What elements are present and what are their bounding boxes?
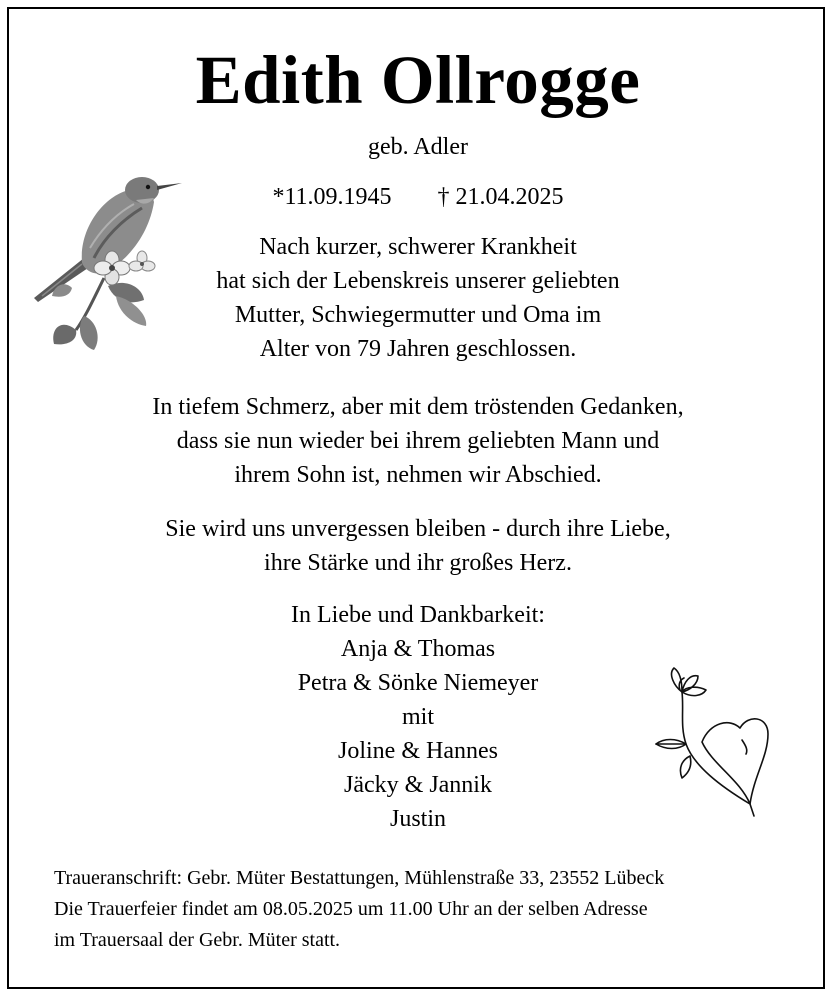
funeral-location-line: im Trauersaal der Gebr. Müter statt.	[54, 929, 341, 951]
funeral-date-line: Die Trauerfeier findet am 08.05.2025 um 11.00 Uhr an der selben Adresse	[54, 898, 648, 920]
mourning-address: Traueranschrift: Gebr. Müter Bestattungen, Mühlenstraße 33, 23552 Lübeck	[54, 867, 665, 889]
text-line: Alter von 79 Jahren geschlossen.	[259, 336, 577, 362]
paragraph-farewell	[0, 390, 836, 492]
signature-line: In Liebe und Dankbarkeit:	[291, 602, 545, 628]
signature-line: Jäcky & Jannik	[344, 772, 492, 798]
text-line: Nach kurzer, schwerer Krankheit	[259, 234, 577, 260]
signature-line: Joline & Hannes	[338, 738, 498, 764]
maiden-name: geb. Adler	[368, 134, 468, 160]
signature-line: Petra & Sönke Niemeyer	[297, 670, 539, 696]
death-date: † 21.04.2025	[437, 184, 564, 210]
text-line: ihre Stärke und ihr großes Herz.	[264, 550, 572, 576]
heart-with-flower-icon	[650, 660, 770, 820]
paragraph-illness	[0, 230, 836, 366]
signature-line: Justin	[389, 806, 446, 832]
paragraph-memory	[0, 512, 836, 580]
text-line: Sie wird uns unvergessen bleiben - durch ihre Liebe,	[165, 516, 671, 542]
footer-info	[54, 863, 794, 956]
text-line: Mutter, Schwiegermutter und Oma im	[234, 302, 602, 328]
text-line: ihrem Sohn ist, nehmen wir Abschied.	[234, 462, 602, 488]
text-line: dass sie nun wieder bei ihrem geliebten Mann und	[176, 428, 660, 454]
text-line: In tiefem Schmerz, aber mit dem tröstenden Gedanken,	[152, 394, 684, 420]
signature-line: Anja & Thomas	[340, 636, 496, 662]
text-line: hat sich der Lebenskreis unserer geliebten	[216, 268, 620, 294]
deceased-name: Edith Ollrogge	[195, 42, 641, 118]
signature-line: mit	[401, 704, 434, 730]
birth-date: *11.09.1945	[272, 184, 392, 210]
